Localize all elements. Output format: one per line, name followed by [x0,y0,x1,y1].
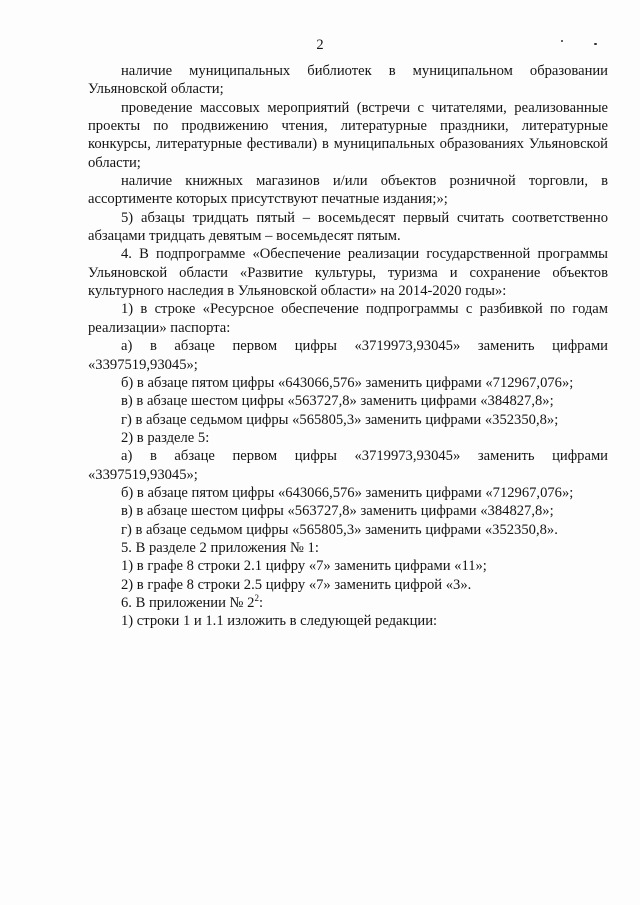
paragraph-bookstores: наличие книжных магазинов и/или объектов розничной торговли, в ассортименте которых присутствуют печатные издания;»; [88,173,608,208]
paragraph-section5-g: г) в абзаце седьмом цифры «565805,3» заменить цифрами «352350,8». [121,521,558,538]
paragraph-libraries: наличие муниципальных библиотек в муниципальном образовании Ульяновской области; [88,63,608,98]
paragraph-mass-events: проведение массовых мероприятий (встречи с читателями, реализованные проекты по продвижению чтения, литературные праздники, литературные конкурсы, литературные фестивали) в муниципальных образованиях Ульяновской области; [88,99,608,171]
page-number: 2 [316,37,324,53]
paragraph-appendix-1-item-2: 2) в графе 8 строки 2.5 цифру «7» заменить цифрой «3». [121,576,472,593]
scan-speck [594,43,597,45]
superscript: 2 [254,592,259,603]
paragraph-section5-v: в) в абзаце шестом цифры «563727,8» заменить цифрами «384827,8»; [121,503,554,520]
scan-speck [561,40,563,42]
paragraph-appendix-2 [88,594,608,612]
paragraph-section-4: 4. В подпрограмме «Обеспечение реализации государственной программы Ульяновской области «Развитие культуры, туризма и сохранение объектов культурного наследия в Ульяновской области» на 2014-2020 годы»: [88,246,608,300]
paragraph-appendix-2-item-1: 1) строки 1 и 1.1 изложить в следующей редакции: [121,613,438,630]
paragraph-section5-a: а) в абзаце первом цифры «3719973,93045» заменить цифрами «3397519,93045»; [88,448,608,483]
paragraph-appendix-1-item-1: 1) в графе 8 строки 2.1 цифру «7» заменить цифрами «11»; [121,558,487,575]
document-body [88,62,608,631]
paragraph-passport-v: в) в абзаце шестом цифры «563727,8» заменить цифрами «384827,8»; [121,393,554,410]
paragraph-appendix-2-text: 6. В приложении № 2 [121,594,255,611]
paragraph-item-5: 5) абзацы тридцать пятый – восемьдесят первый считать соответственно абзацами тридцать девятым – восемьдесят пятым. [88,209,608,245]
paragraph-appendix-1: 5. В разделе 2 приложения № 1: [121,539,319,556]
paragraph-section5-b: б) в абзаце пятом цифры «643066,576» заменить цифрами «712967,076»; [121,484,574,501]
paragraph-passport-b: б) в абзаце пятом цифры «643066,576» заменить цифрами «712967,076»; [121,374,574,391]
paragraph-passport-a: а) в абзаце первом цифры «3719973,93045» заменить цифрами «3397519,93045»; [88,338,608,373]
paragraph-section-5-heading: 2) в разделе 5: [121,429,210,446]
paragraph-appendix-2-tail: : [258,594,263,611]
paragraph-resource-row: 1) в строке «Ресурсное обеспечение подпрограммы с разбивкой по годам реализации» паспорта: [88,301,608,336]
paragraph-passport-g: г) в абзаце седьмом цифры «565805,3» заменить цифрами «352350,8»; [121,411,559,428]
